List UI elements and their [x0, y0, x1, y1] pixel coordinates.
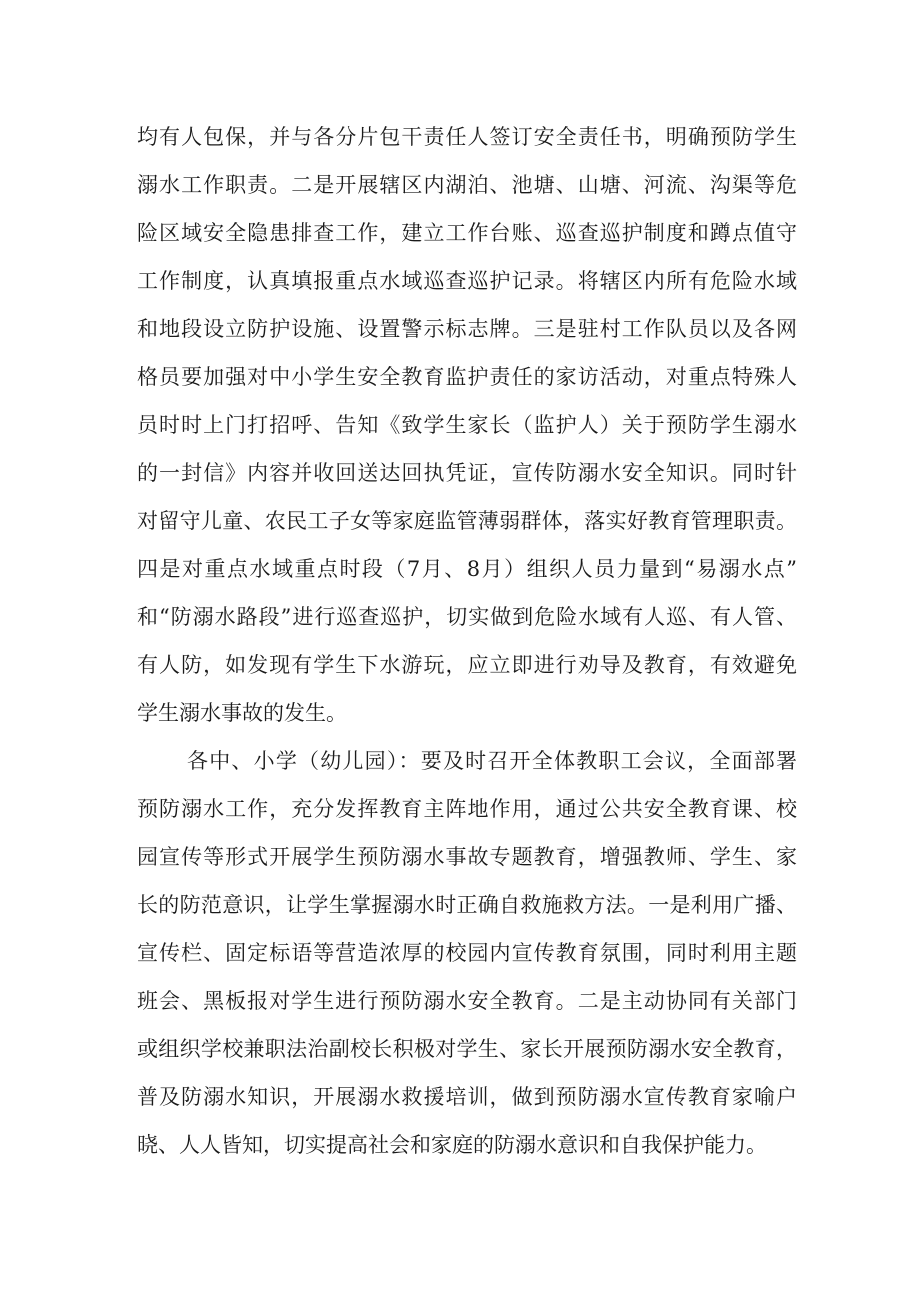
- text-line: 晓、人人皆知，切实提高社会和家庭的防溺水意识和自我保护能力。: [137, 1133, 767, 1157]
- text-line: 预防溺水工作，充分发挥教育主阵地作用，通过公共安全教育课、校: [137, 797, 797, 821]
- text-line: 员时时上门打招呼、告知《致学生家长（监护人）关于预防学生溺水: [137, 413, 797, 437]
- text-line: 园宣传等形式开展学生预防溺水事故专题教育，增强教师、学生、家: [137, 845, 797, 869]
- text-line: 险区域安全隐患排查工作，建立工作台账、巡查巡护制度和蹲点值守: [137, 221, 797, 245]
- text-line: 长的防范意识，让学生掌握溺水时正确自救施救方法。一是利用广播、: [137, 893, 797, 917]
- text-line: 工作制度，认真填报重点水域巡查巡护记录。将辖区内所有危险水域: [137, 269, 797, 293]
- text-line: 均有人包保，并与各分片包干责任人签订安全责任书，明确预防学生: [137, 125, 797, 149]
- text-line: 对留守儿童、农民工子女等家庭监管薄弱群体，落实好教育管理职责。: [137, 509, 797, 533]
- text-line: 和地段设立防护设施、设置警示标志牌。三是驻村工作队员以及各网: [137, 317, 797, 341]
- text-line: 溺水工作职责。二是开展辖区内湖泊、池塘、山塘、河流、沟渠等危: [137, 173, 797, 197]
- text-line: 的一封信》内容并收回送达回执凭证，宣传防溺水安全知识。同时针: [137, 461, 797, 485]
- text-line: 和“防溺水路段”进行巡查巡护，切实做到危险水域有人巡、有人管、: [137, 605, 797, 629]
- text-line: 班会、黑板报对学生进行预防溺水安全教育。二是主动协同有关部门: [137, 989, 797, 1013]
- text-line: 或组织学校兼职法治副校长积极对学生、家长开展预防溺水安全教育，: [137, 1037, 797, 1061]
- text-line: 各中、小学（幼儿园）：要及时召开全体教职工会议，全面部署: [187, 749, 797, 773]
- text-line: 格员要加强对中小学生安全教育监护责任的家访活动，对重点特殊人: [137, 365, 797, 389]
- text-line: 普及防溺水知识，开展溺水救援培训，做到预防溺水宣传教育家喻户: [137, 1085, 797, 1109]
- text-line: 四是对重点水域重点时段（7月、8月）组织人员力量到“易溺水点”: [137, 557, 797, 581]
- text-line: 宣传栏、固定标语等营造浓厚的校园内宣传教育氛围，同时利用主题: [137, 941, 797, 965]
- text-line: 有人防，如发现有学生下水游玩，应立即进行劝导及教育，有效避免: [137, 653, 797, 677]
- text-line: 学生溺水事故的发生。: [137, 701, 347, 725]
